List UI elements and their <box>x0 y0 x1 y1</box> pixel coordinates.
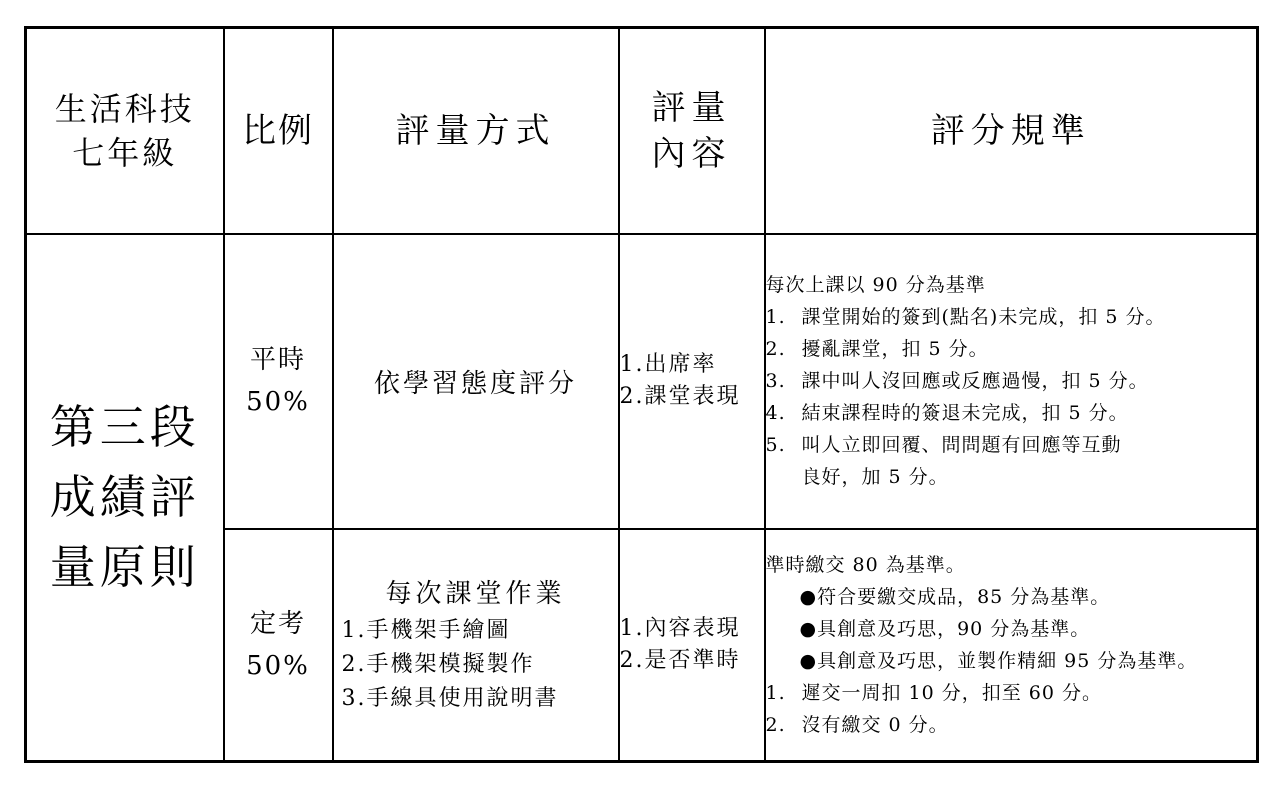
regular-content-cell <box>619 234 765 529</box>
exam-method-item: 2.手機架模擬製作 <box>341 652 535 678</box>
exam-bullet-item: ●具創意及巧思，90 分為基準。 <box>799 618 1091 641</box>
stage-line-1: 第三段 <box>49 400 200 455</box>
exam-method-item: 3.手線具使用說明書 <box>341 686 559 712</box>
header-content-cell <box>619 28 765 234</box>
stage-title-cell <box>26 234 224 762</box>
stage-line-2: 成績評 <box>49 470 200 525</box>
header-ratio: 比例 <box>224 28 333 234</box>
exam-rule-item: 1. 遲交一周扣 10 分，扣至 60 分。 <box>765 682 1103 705</box>
regular-rule-item: 1. 課堂開始的簽到(點名)未完成，扣 5 分。 <box>765 306 1166 329</box>
regular-rule-item: 5. 叫人立即回覆、問問題有回應等互動 <box>765 434 1122 457</box>
regular-ratio-value: 50% <box>246 387 310 418</box>
regular-method: 依學習態度評分 <box>333 234 619 529</box>
regular-content-item: 1.出席率 <box>619 352 717 378</box>
header-method: 評量方式 <box>333 28 619 234</box>
exam-bullet-item: ●符合要繳交成品，85 分為基準。 <box>799 586 1111 609</box>
regular-ratio-label: 平時 <box>249 345 306 376</box>
stage-line-3: 量原則 <box>49 540 200 595</box>
regular-content-item: 2.課堂表現 <box>619 384 741 410</box>
exam-method-list <box>334 614 618 716</box>
subject-line-1: 生活科技 <box>54 89 195 128</box>
exam-ratio-cell <box>224 529 333 761</box>
regular-row <box>26 234 1258 529</box>
exam-content-item: 2.是否準時 <box>619 648 741 674</box>
regular-rule-item: 3. 課中叫人沒回應或反應過慢，扣 5 分。 <box>765 370 1149 393</box>
header-content-line-1: 評量 <box>651 87 732 128</box>
regular-rule-continuation: 良好，加 5 分。 <box>801 466 949 489</box>
exam-method-item: 1.手機架手繪圖 <box>341 618 511 644</box>
exam-content-item: 1.內容表現 <box>619 616 741 642</box>
exam-content-cell <box>619 529 765 761</box>
exam-rule-item: 2. 沒有繳交 0 分。 <box>765 714 949 737</box>
header-rules: 評分規準 <box>765 28 1258 234</box>
exam-bullet-item: ●具創意及巧思，並製作精細 95 分為基準。 <box>799 650 1198 673</box>
header-row <box>26 28 1258 234</box>
header-content-line-2: 內容 <box>651 133 732 174</box>
regular-ratio-cell <box>224 234 333 529</box>
exam-ratio-value: 50% <box>246 651 310 682</box>
exam-rules-intro: 準時繳交 80 為基準。 <box>765 554 966 577</box>
grading-table <box>24 26 1259 763</box>
header-subject-cell <box>26 28 224 234</box>
regular-rules-intro: 每次上課以 90 分為基準 <box>765 274 986 297</box>
exam-method-title: 每次課堂作業 <box>385 579 566 610</box>
exam-method-cell <box>333 529 619 761</box>
exam-ratio-label: 定考 <box>249 609 306 640</box>
regular-rule-item: 4. 結束課程時的簽退未完成，扣 5 分。 <box>765 402 1129 425</box>
regular-rules-cell <box>765 234 1258 529</box>
subject-line-2: 七年級 <box>72 133 178 172</box>
exam-rules-cell <box>765 529 1258 761</box>
regular-rule-item: 2. 擾亂課堂，扣 5 分。 <box>765 338 989 361</box>
